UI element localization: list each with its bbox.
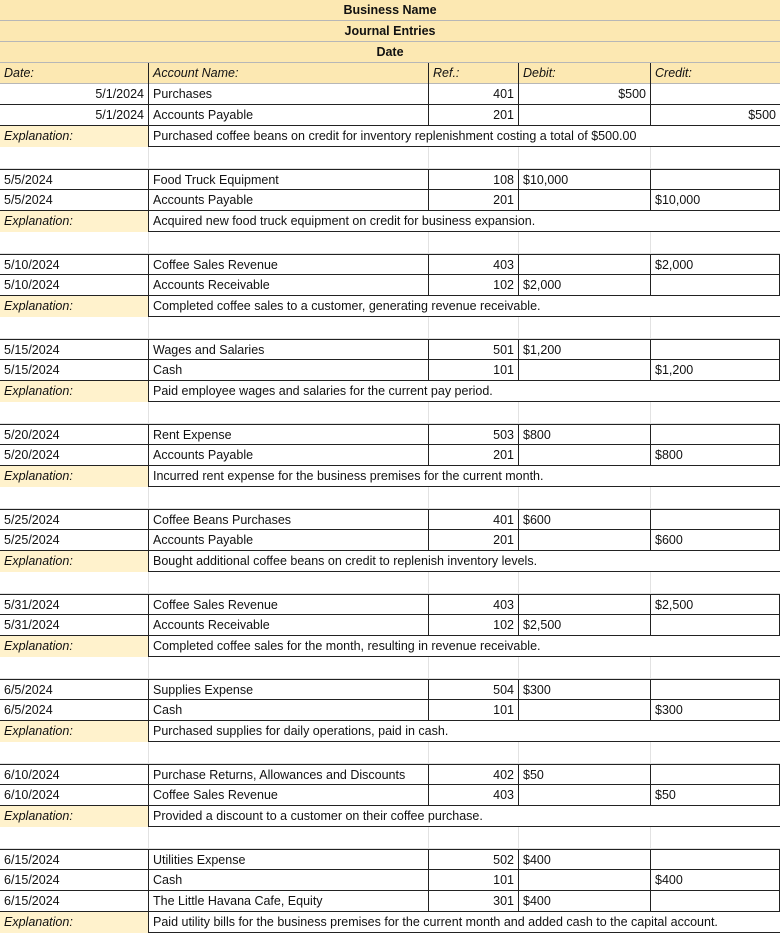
line-date[interactable]: 5/20/2024	[4, 448, 60, 462]
line-ref[interactable]: 401	[428, 510, 518, 531]
explanation-row	[0, 466, 780, 487]
line-ref[interactable]: 503	[428, 425, 518, 446]
gridline	[650, 147, 651, 168]
explanation-label[interactable]: Explanation:	[0, 381, 148, 402]
gridline	[428, 742, 429, 763]
line-credit[interactable]: $500	[650, 105, 780, 126]
gridline	[518, 487, 519, 508]
gridline	[148, 827, 149, 848]
spacer-row	[0, 402, 780, 424]
line-debit[interactable]	[518, 190, 650, 211]
line-debit[interactable]	[518, 445, 650, 466]
explanation-text[interactable]: Completed coffee sales for the month, resulting in revenue receivable.	[148, 636, 780, 657]
line-date[interactable]: 6/15/2024	[4, 894, 60, 908]
line-date[interactable]: 5/31/2024	[4, 618, 60, 632]
line-account[interactable]: Cash	[148, 360, 428, 381]
business-name[interactable]: Business Name	[343, 3, 437, 17]
journal-line	[0, 891, 780, 912]
line-ref[interactable]: 102	[428, 275, 518, 296]
journal-line	[0, 530, 780, 551]
journal-title-row	[0, 21, 780, 42]
gridline	[148, 147, 149, 168]
date-header-row	[0, 42, 780, 63]
line-debit[interactable]: $300	[518, 680, 650, 701]
line-date[interactable]: 5/15/2024	[4, 363, 60, 377]
line-ref[interactable]: 502	[428, 850, 518, 871]
line-date[interactable]: 5/31/2024	[4, 598, 60, 612]
explanation-label[interactable]: Explanation:	[0, 551, 148, 572]
line-account[interactable]: Coffee Sales Revenue	[148, 785, 428, 806]
gridline	[148, 657, 149, 678]
journal-line	[0, 424, 780, 445]
spacer-row	[0, 572, 780, 594]
line-ref[interactable]: 401	[428, 84, 518, 105]
gridline	[518, 147, 519, 168]
line-date[interactable]: 5/1/2024	[95, 108, 144, 122]
spacer-row	[0, 742, 780, 764]
spacer-row	[0, 827, 780, 849]
journal-line	[0, 615, 780, 636]
journal-line	[0, 445, 780, 466]
line-credit[interactable]	[650, 615, 780, 636]
gridline	[518, 317, 519, 338]
line-ref[interactable]: 301	[428, 891, 518, 912]
line-account[interactable]: Accounts Payable	[148, 105, 428, 126]
journal-line	[0, 84, 780, 105]
explanation-text[interactable]: Provided a discount to a customer on their coffee purchase.	[148, 806, 780, 827]
line-ref[interactable]: 101	[428, 360, 518, 381]
line-debit[interactable]	[518, 255, 650, 276]
line-credit[interactable]: $50	[650, 785, 780, 806]
line-ref[interactable]: 201	[428, 105, 518, 126]
line-ref[interactable]: 101	[428, 700, 518, 721]
gridline	[518, 657, 519, 678]
line-credit[interactable]	[650, 425, 780, 446]
line-date[interactable]: 6/15/2024	[4, 853, 60, 867]
line-ref[interactable]: 501	[428, 340, 518, 361]
line-debit[interactable]: $400	[518, 850, 650, 871]
line-credit[interactable]	[650, 275, 780, 296]
journal-line	[0, 870, 780, 891]
line-ref[interactable]: 402	[428, 765, 518, 786]
gridline	[650, 232, 651, 253]
line-account[interactable]: Cash	[148, 870, 428, 891]
explanation-text[interactable]: Bought additional coffee beans on credit to replenish inventory levels.	[148, 551, 780, 572]
gridline	[148, 402, 149, 423]
gridline	[650, 827, 651, 848]
gridline	[518, 572, 519, 593]
journal-entries	[0, 84, 780, 933]
gridline	[650, 657, 651, 678]
line-date[interactable]: 5/25/2024	[4, 533, 60, 547]
gridline	[650, 742, 651, 763]
line-date[interactable]: 5/5/2024	[4, 173, 53, 187]
line-ref[interactable]: 403	[428, 785, 518, 806]
gridline	[518, 232, 519, 253]
line-ref[interactable]: 108	[428, 170, 518, 191]
line-account[interactable]: Purchase Returns, Allowances and Discounts	[148, 765, 428, 786]
line-account[interactable]: Accounts Payable	[148, 190, 428, 211]
line-debit[interactable]	[518, 870, 650, 891]
line-debit[interactable]	[518, 530, 650, 551]
gridline	[428, 402, 429, 423]
line-credit[interactable]: $400	[650, 870, 780, 891]
explanation-text[interactable]: Acquired new food truck equipment on credit for business expansion.	[148, 211, 780, 232]
line-account[interactable]: Utilities Expense	[148, 850, 428, 871]
line-credit[interactable]	[650, 850, 780, 871]
line-account[interactable]: Coffee Sales Revenue	[148, 255, 428, 276]
gridline	[518, 827, 519, 848]
line-account[interactable]: Purchases	[148, 84, 428, 105]
line-debit[interactable]	[518, 700, 650, 721]
line-account[interactable]: Wages and Salaries	[148, 340, 428, 361]
line-credit[interactable]: $1,200	[650, 360, 780, 381]
explanation-text[interactable]: Paid utility bills for the business premises for the current month and added cash to the capital account.	[148, 912, 780, 933]
gridline	[518, 402, 519, 423]
spacer-row	[0, 657, 780, 679]
journal-line	[0, 105, 780, 126]
line-ref[interactable]: 403	[428, 595, 518, 616]
explanation-row	[0, 806, 780, 827]
explanation-row	[0, 211, 780, 232]
explanation-row	[0, 551, 780, 572]
journal-line	[0, 849, 780, 870]
explanation-label[interactable]: Explanation:	[0, 126, 148, 147]
date-header[interactable]: Date	[376, 45, 404, 59]
spacer-row	[0, 487, 780, 509]
line-ref[interactable]: 201	[428, 445, 518, 466]
explanation-label[interactable]: Explanation:	[0, 466, 148, 487]
line-credit[interactable]: $800	[650, 445, 780, 466]
journal-title[interactable]: Journal Entries	[344, 24, 436, 38]
business-name-row	[0, 0, 780, 21]
line-ref[interactable]: 201	[428, 530, 518, 551]
explanation-label[interactable]: Explanation:	[0, 721, 148, 742]
line-ref[interactable]: 201	[428, 190, 518, 211]
line-date[interactable]: 5/10/2024	[4, 258, 60, 272]
explanation-label[interactable]: Explanation:	[0, 912, 148, 933]
line-credit[interactable]	[650, 510, 780, 531]
line-account[interactable]: Accounts Payable	[148, 530, 428, 551]
explanation-text[interactable]: Incurred rent expense for the business premises for the current month.	[148, 466, 780, 487]
journal-line	[0, 190, 780, 211]
line-debit[interactable]: $500	[518, 84, 650, 105]
line-account[interactable]: Coffee Beans Purchases	[148, 510, 428, 531]
gridline	[148, 742, 149, 763]
journal-line	[0, 679, 780, 700]
line-credit[interactable]: $2,000	[650, 255, 780, 276]
gridline	[428, 487, 429, 508]
explanation-label[interactable]: Explanation:	[0, 636, 148, 657]
line-date[interactable]: 5/15/2024	[4, 343, 60, 357]
line-credit[interactable]	[650, 170, 780, 191]
line-credit[interactable]	[650, 680, 780, 701]
column-header-debit[interactable]: Debit:	[518, 63, 650, 84]
line-date[interactable]: 6/5/2024	[4, 703, 53, 717]
line-debit[interactable]: $800	[518, 425, 650, 446]
line-debit[interactable]: $400	[518, 891, 650, 912]
line-debit[interactable]: $1,200	[518, 340, 650, 361]
spacer-row	[0, 232, 780, 254]
line-debit[interactable]: $2,500	[518, 615, 650, 636]
line-debit[interactable]	[518, 595, 650, 616]
line-date[interactable]: 5/25/2024	[4, 513, 60, 527]
journal-line	[0, 275, 780, 296]
column-header-date[interactable]: Date:	[4, 66, 34, 80]
line-ref[interactable]: 101	[428, 870, 518, 891]
line-ref[interactable]: 403	[428, 255, 518, 276]
line-credit[interactable]	[650, 84, 780, 105]
explanation-text[interactable]: Completed coffee sales to a customer, generating revenue receivable.	[148, 296, 780, 317]
column-header-ref[interactable]: Ref.:	[428, 63, 518, 84]
explanation-label[interactable]: Explanation:	[0, 211, 148, 232]
line-credit[interactable]	[650, 765, 780, 786]
line-credit[interactable]	[650, 340, 780, 361]
line-ref[interactable]: 102	[428, 615, 518, 636]
line-date[interactable]: 5/5/2024	[4, 193, 53, 207]
line-date[interactable]: 6/10/2024	[4, 768, 60, 782]
line-account[interactable]: Coffee Sales Revenue	[148, 595, 428, 616]
line-credit[interactable]: $600	[650, 530, 780, 551]
explanation-row	[0, 381, 780, 402]
line-debit[interactable]: $2,000	[518, 275, 650, 296]
gridline	[650, 317, 651, 338]
line-debit[interactable]	[518, 105, 650, 126]
line-credit[interactable]: $2,500	[650, 595, 780, 616]
gridline	[650, 572, 651, 593]
line-date[interactable]: 6/15/2024	[4, 873, 60, 887]
column-header-account[interactable]: Account Name:	[148, 63, 428, 84]
line-debit[interactable]	[518, 360, 650, 381]
line-debit[interactable]: $600	[518, 510, 650, 531]
gridline	[428, 572, 429, 593]
spacer-row	[0, 147, 780, 169]
gridline	[428, 827, 429, 848]
line-ref[interactable]: 504	[428, 680, 518, 701]
line-account[interactable]: Food Truck Equipment	[148, 170, 428, 191]
line-account[interactable]: Accounts Receivable	[148, 275, 428, 296]
gridline	[518, 742, 519, 763]
explanation-text[interactable]: Purchased supplies for daily operations, paid in cash.	[148, 721, 780, 742]
line-account[interactable]: Accounts Receivable	[148, 615, 428, 636]
journal-line	[0, 360, 780, 381]
journal-line	[0, 169, 780, 190]
journal-line	[0, 254, 780, 275]
gridline	[650, 487, 651, 508]
gridline	[148, 572, 149, 593]
explanation-text[interactable]: Paid employee wages and salaries for the current pay period.	[148, 381, 780, 402]
explanation-row	[0, 636, 780, 657]
line-debit[interactable]	[518, 785, 650, 806]
line-account[interactable]: The Little Havana Cafe, Equity	[148, 891, 428, 912]
journal-line	[0, 339, 780, 360]
spacer-row	[0, 317, 780, 339]
line-credit[interactable]	[650, 891, 780, 912]
explanation-row	[0, 126, 780, 147]
line-credit[interactable]: $10,000	[650, 190, 780, 211]
explanation-label[interactable]: Explanation:	[0, 296, 148, 317]
gridline	[428, 147, 429, 168]
line-account[interactable]: Supplies Expense	[148, 680, 428, 701]
journal-line	[0, 509, 780, 530]
gridline	[428, 657, 429, 678]
line-date[interactable]: 6/5/2024	[4, 683, 53, 697]
explanation-row	[0, 296, 780, 317]
line-date[interactable]: 5/20/2024	[4, 428, 60, 442]
gridline	[428, 232, 429, 253]
column-header-row	[0, 63, 780, 84]
journal-line	[0, 764, 780, 785]
explanation-text[interactable]: Purchased coffee beans on credit for inventory replenishment costing a total of $500.00	[148, 126, 780, 147]
explanation-row	[0, 721, 780, 742]
journal-line	[0, 700, 780, 721]
line-date[interactable]: 6/10/2024	[4, 788, 60, 802]
line-debit[interactable]: $50	[518, 765, 650, 786]
journal-line	[0, 785, 780, 806]
gridline	[428, 317, 429, 338]
gridline	[148, 487, 149, 508]
gridline	[148, 232, 149, 253]
line-date[interactable]: 5/10/2024	[4, 278, 60, 292]
explanation-label[interactable]: Explanation:	[0, 806, 148, 827]
line-date[interactable]: 5/1/2024	[95, 87, 144, 101]
line-debit[interactable]: $10,000	[518, 170, 650, 191]
line-account[interactable]: Accounts Payable	[148, 445, 428, 466]
gridline	[148, 317, 149, 338]
gridline	[650, 402, 651, 423]
line-account[interactable]: Rent Expense	[148, 425, 428, 446]
journal-line	[0, 594, 780, 615]
line-account[interactable]: Cash	[148, 700, 428, 721]
line-credit[interactable]: $300	[650, 700, 780, 721]
column-header-credit[interactable]: Credit:	[650, 63, 780, 84]
